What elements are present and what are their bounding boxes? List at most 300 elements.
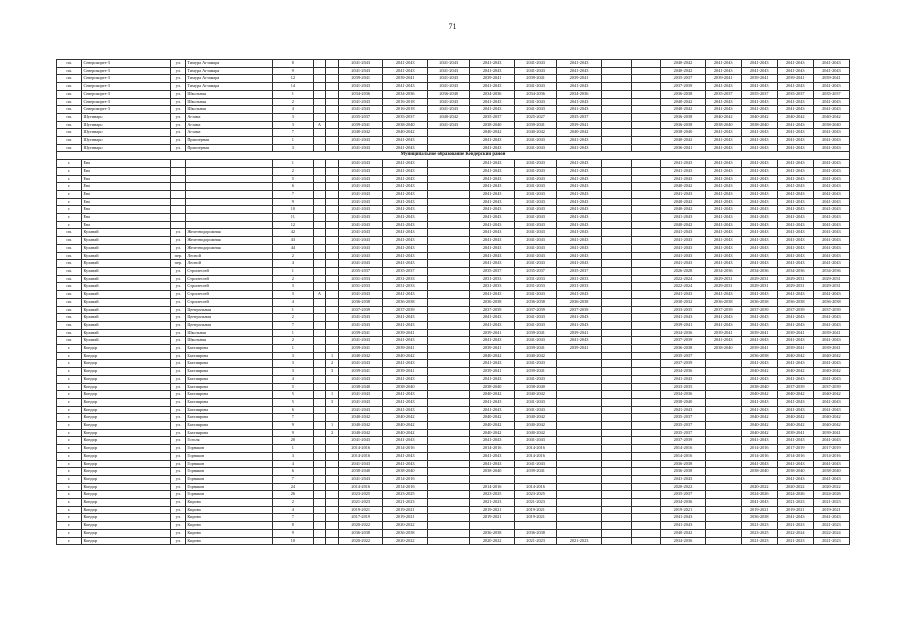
table-cell: 2041-2043 [383, 167, 428, 175]
table-cell [313, 345, 326, 353]
table-cell: ул. [171, 537, 186, 545]
table-cell [326, 506, 339, 514]
table-cell: 2041-2043 [741, 360, 777, 368]
table-cell: г. [57, 406, 82, 414]
table-cell: 2041-2043 [338, 314, 383, 322]
table-cell [427, 267, 469, 275]
table-cell: 2041-2043 [741, 106, 777, 114]
table-row [57, 183, 850, 191]
table-cell: 2035-2037 [705, 90, 741, 98]
table-cell: 2037-2039 [777, 306, 813, 314]
table-cell [186, 221, 273, 229]
table-cell [557, 391, 602, 399]
table-cell: 2021-2023 [813, 499, 849, 507]
table-cell: Строителей [186, 267, 273, 275]
table-cell: 2039-2041 [741, 75, 777, 83]
table-row [57, 67, 850, 75]
table-cell: г. [57, 214, 82, 222]
table-cell: 4 [273, 460, 313, 468]
table-cell: 2041-2043 [338, 391, 383, 399]
table-cell: 2041-2043 [514, 221, 556, 229]
table-cell [631, 275, 661, 283]
table-cell: 2038-2040 [741, 121, 777, 129]
table-cell: 2034-2036 [338, 90, 383, 98]
table-row [57, 483, 850, 491]
table-cell: 3 [273, 291, 313, 299]
table-cell: 2041-2043 [338, 475, 383, 483]
table-cell [427, 398, 469, 406]
table-cell: 2041-2043 [741, 375, 777, 383]
table-row [57, 352, 850, 360]
page-number: 71 [448, 22, 457, 31]
table-cell: Ева [82, 183, 171, 191]
table-cell: 2020-2022 [741, 483, 777, 491]
table-cell: 2041-2043 [813, 106, 849, 114]
table-cell: 2040-2042 [661, 198, 706, 206]
table-cell: Кирова [186, 537, 273, 545]
table-cell [427, 244, 469, 252]
table-cell [326, 475, 339, 483]
table-cell [326, 121, 339, 129]
table-cell: 2041-2043 [741, 260, 777, 268]
table-cell [601, 468, 631, 476]
table-cell [631, 429, 661, 437]
table-cell [326, 129, 339, 137]
table-cell: 2031-2033 [514, 275, 556, 283]
table-cell: ул. [171, 452, 186, 460]
table-cell [601, 422, 631, 430]
table-cell: ул. [171, 345, 186, 353]
table-cell [557, 360, 602, 368]
table-cell: 3 [326, 368, 339, 376]
table-cell [326, 98, 339, 106]
table-cell [601, 167, 631, 175]
table-cell [326, 345, 339, 353]
table-cell [313, 260, 326, 268]
table-cell: 2041-2043 [383, 406, 428, 414]
table-cell: 2035-2037 [470, 267, 515, 275]
table-cell [186, 160, 273, 168]
table-cell [326, 306, 339, 314]
table-cell [171, 206, 186, 214]
table-cell [631, 267, 661, 275]
table-row [57, 398, 850, 406]
table-cell [631, 306, 661, 314]
table-cell: 2041-2043 [514, 137, 556, 145]
table-cell: ул. [171, 475, 186, 483]
table-cell: Ева [82, 214, 171, 222]
table-cell [186, 206, 273, 214]
table-cell: Шугинаро [82, 144, 171, 152]
table-cell: 2041-2043 [741, 244, 777, 252]
table-cell [631, 460, 661, 468]
table-cell: 2041-2043 [470, 375, 515, 383]
table-cell: 2040-2042 [514, 414, 556, 422]
table-cell: ул. [171, 291, 186, 299]
table-cell: ул. [171, 75, 186, 83]
table-cell: 2039-2041 [514, 345, 556, 353]
table-cell: Северокорез-3 [82, 67, 171, 75]
table-row [57, 468, 850, 476]
table-cell [705, 514, 741, 522]
table-cell [427, 429, 469, 437]
table-cell [326, 375, 339, 383]
table-cell [601, 329, 631, 337]
table-cell: 2039-2041 [514, 468, 556, 476]
table-cell [427, 491, 469, 499]
table-cell [326, 214, 339, 222]
table-cell: Школьная [186, 106, 273, 114]
table-row [57, 383, 850, 391]
table-cell: Шугинаро [82, 121, 171, 129]
table-cell [427, 437, 469, 445]
table-cell: 2040-2042 [514, 352, 556, 360]
table-cell: 2039-2041 [338, 75, 383, 83]
table-cell: 2021-2023 [514, 537, 556, 545]
table-cell: Кондор [82, 522, 171, 530]
table-cell: 2036-2038 [514, 529, 556, 537]
table-cell [313, 406, 326, 414]
table-cell: 2041-2043 [741, 499, 777, 507]
table-cell: 2038-2040 [338, 383, 383, 391]
table-cell: пп. [57, 237, 82, 245]
table-cell: 2041-2043 [514, 183, 556, 191]
table-cell [326, 383, 339, 391]
table-cell: 2041-2043 [338, 260, 383, 268]
table-cell: 2041-2043 [741, 83, 777, 91]
table-cell: г. [57, 352, 82, 360]
table-cell [601, 121, 631, 129]
table-cell [631, 190, 661, 198]
table-cell [601, 383, 631, 391]
table-cell: 2022-2024 [661, 275, 706, 283]
table-cell [705, 422, 741, 430]
table-cell: 2037-2039 [557, 306, 602, 314]
table-cell: 2041-2043 [705, 252, 741, 260]
table-cell: 2031-2033 [557, 275, 602, 283]
table-cell: 2014-2016 [777, 452, 813, 460]
table-cell: пп. [57, 291, 82, 299]
table-cell: 3 [273, 144, 313, 152]
table-cell: Кондор [82, 398, 171, 406]
table-cell: 2041-2043 [383, 375, 428, 383]
table-cell [601, 244, 631, 252]
table-cell [514, 522, 556, 530]
table-cell [557, 529, 602, 537]
table-cell: 2041-2043 [813, 144, 849, 152]
table-row [57, 221, 850, 229]
table-cell: Кондор [82, 499, 171, 507]
table-cell: 3 [273, 368, 313, 376]
table-cell [186, 183, 273, 191]
table-cell: 2041-2043 [661, 291, 706, 299]
table-cell: 2 [326, 429, 339, 437]
table-cell: 2041-2043 [813, 67, 849, 75]
table-cell: 2041-2043 [661, 475, 706, 483]
table-cell [631, 452, 661, 460]
table-cell: г. [57, 360, 82, 368]
table-cell: 2041-2043 [383, 244, 428, 252]
table-cell: 2041-2043 [705, 206, 741, 214]
table-row [57, 237, 850, 245]
table-cell [313, 391, 326, 399]
table-cell: 2039-2041 [557, 121, 602, 129]
table-cell: 5 [273, 175, 313, 183]
table-cell: 2038-2040 [813, 121, 849, 129]
table-cell: пп. [57, 60, 82, 68]
table-cell: Школьная [186, 98, 273, 106]
table-cell [313, 283, 326, 291]
table-cell: Кондор [82, 506, 171, 514]
table-cell [326, 75, 339, 83]
table-cell [705, 522, 741, 530]
table-row [57, 106, 850, 114]
table-cell [313, 83, 326, 91]
table-cell: ул. [171, 60, 186, 68]
table-cell: 2041-2043 [338, 406, 383, 414]
table-cell: 2041-2043 [777, 144, 813, 152]
table-cell [705, 383, 741, 391]
table-cell [705, 483, 741, 491]
table-cell: 2041-2043 [557, 160, 602, 168]
table-row [57, 306, 850, 314]
table-cell: 2041-2043 [470, 198, 515, 206]
table-cell: 2040-2042 [470, 129, 515, 137]
table-cell: ул. [171, 83, 186, 91]
table-cell [427, 529, 469, 537]
table-row [57, 429, 850, 437]
table-cell: Бахтиярова [186, 360, 273, 368]
table-cell: 2041-2043 [777, 129, 813, 137]
table-cell [313, 252, 326, 260]
table-cell: 2031-2033 [470, 283, 515, 291]
table-cell: 2035-2037 [813, 90, 849, 98]
table-cell: 2041-2043 [741, 190, 777, 198]
table-cell [326, 298, 339, 306]
table-cell [171, 167, 186, 175]
table-cell: 2041-2043 [383, 190, 428, 198]
table-cell [601, 452, 631, 460]
table-cell [601, 229, 631, 237]
table-cell: 2041-2043 [705, 291, 741, 299]
table-cell: 2029-2031 [813, 275, 849, 283]
table-cell: 2014-2016 [383, 483, 428, 491]
table-cell [313, 422, 326, 430]
table-cell: 2041-2043 [661, 406, 706, 414]
table-cell: пп. [57, 329, 82, 337]
table-cell: 2041-2043 [470, 137, 515, 145]
table-cell: 2040-2042 [813, 352, 849, 360]
table-cell: 2041-2043 [705, 190, 741, 198]
table-cell: 2041-2043 [383, 175, 428, 183]
table-cell [313, 214, 326, 222]
table-cell: 2 [273, 275, 313, 283]
table-cell: 12 [273, 75, 313, 83]
table-cell: 2041-2043 [661, 214, 706, 222]
table-cell: 2041-2043 [705, 160, 741, 168]
table-cell: 2040-2042 [470, 422, 515, 430]
table-row [57, 514, 850, 522]
table-row [57, 321, 850, 329]
table-cell: 2041-2043 [741, 206, 777, 214]
table-cell [427, 144, 469, 152]
table-cell [326, 60, 339, 68]
table-cell [705, 506, 741, 514]
table-cell: 2041-2043 [741, 144, 777, 152]
table-cell [601, 314, 631, 322]
table-cell: 2041-2043 [813, 175, 849, 183]
table-cell [601, 175, 631, 183]
table-cell [326, 106, 339, 114]
table-cell: Кондор [82, 375, 171, 383]
table-cell: 2039-2041 [470, 75, 515, 83]
table-cell: 2040-2042 [741, 422, 777, 430]
table-cell: 2041-2043 [777, 206, 813, 214]
table-cell: пп. [57, 298, 82, 306]
table-cell: 2038-2040 [383, 468, 428, 476]
table-cell: 2039-2041 [383, 368, 428, 376]
table-cell: Кондор [82, 360, 171, 368]
table-cell: 6 [273, 183, 313, 191]
table-cell [427, 368, 469, 376]
table-cell: 2041-2043 [777, 137, 813, 145]
table-cell [601, 90, 631, 98]
table-cell [326, 460, 339, 468]
table-cell [326, 499, 339, 507]
table-cell: 2041-2043 [338, 252, 383, 260]
table-cell: г. [57, 398, 82, 406]
table-cell: 2041-2043 [741, 137, 777, 145]
table-cell: г. [57, 221, 82, 229]
table-cell: 2014-2016 [813, 452, 849, 460]
table-cell: Куланай [82, 252, 171, 260]
table-cell: 2041-2043 [514, 229, 556, 237]
table-row [57, 298, 850, 306]
table-cell: 2039-2041 [557, 329, 602, 337]
table-cell: 2 [273, 499, 313, 507]
table-cell [326, 67, 339, 75]
table-cell [631, 314, 661, 322]
table-cell: 2041-2043 [383, 398, 428, 406]
table-cell [631, 514, 661, 522]
table-cell: ул. [171, 283, 186, 291]
table-row [57, 83, 850, 91]
table-cell: 2039-2041 [338, 121, 383, 129]
table-cell [631, 329, 661, 337]
table-cell [601, 514, 631, 522]
table-cell: 2024-2026 [741, 491, 777, 499]
table-cell [601, 83, 631, 91]
table-cell [313, 298, 326, 306]
table-cell: Бахтиярова [186, 345, 273, 353]
table-cell: 2020-2022 [338, 522, 383, 530]
table-cell [186, 167, 273, 175]
table-cell [427, 129, 469, 137]
table-cell: 2029-2031 [813, 283, 849, 291]
table-cell [470, 522, 515, 530]
table-row [57, 137, 850, 145]
table-cell: 2041-2043 [813, 198, 849, 206]
table-cell: 2029-2031 [777, 275, 813, 283]
table-cell: 2041-2043 [514, 360, 556, 368]
table-cell: 2040-2042 [813, 422, 849, 430]
table-cell [326, 190, 339, 198]
table-cell: 2035-2037 [338, 267, 383, 275]
table-cell: 2014-2016 [661, 445, 706, 453]
table-cell: Куланай [82, 314, 171, 322]
table-cell [326, 329, 339, 337]
table-cell [326, 90, 339, 98]
table-cell [705, 475, 741, 483]
table-cell: 26 [273, 491, 313, 499]
table-cell: 2041-2043 [470, 452, 515, 460]
table-cell [470, 475, 515, 483]
table-cell: 2019-2021 [338, 506, 383, 514]
table-cell [313, 337, 326, 345]
table-cell [326, 337, 339, 345]
table-cell [313, 375, 326, 383]
table-cell: 2041-2043 [383, 144, 428, 152]
table-cell [313, 60, 326, 68]
table-cell: 3 [273, 283, 313, 291]
table-cell [601, 291, 631, 299]
table-cell [631, 437, 661, 445]
table-cell: пер. [171, 260, 186, 268]
table-cell [601, 129, 631, 137]
table-cell: 2039-2041 [557, 345, 602, 353]
table-cell [601, 321, 631, 329]
table-cell [557, 460, 602, 468]
table-cell: ул. [171, 391, 186, 399]
table-cell [427, 468, 469, 476]
table-row [57, 314, 850, 322]
table-cell: 2041-2043 [741, 98, 777, 106]
table-cell: г. [57, 483, 82, 491]
table-cell [601, 275, 631, 283]
table-cell: Кондор [82, 437, 171, 445]
table-cell: 2019-2021 [661, 506, 706, 514]
table-cell [705, 398, 741, 406]
table-cell: Приозерная [186, 137, 273, 145]
table-cell: 2041-2043 [470, 398, 515, 406]
table-cell: 2041-2043 [705, 198, 741, 206]
table-cell: 2035-2037 [661, 75, 706, 83]
table-cell: пп. [57, 67, 82, 75]
table-cell: 2041-2043 [338, 221, 383, 229]
table-cell: 2041-2043 [777, 183, 813, 191]
table-cell [705, 460, 741, 468]
table-cell: 2041-2043 [777, 106, 813, 114]
table-cell: 2038-2040 [705, 345, 741, 353]
table-cell: 2031-2033 [338, 283, 383, 291]
table-row [57, 121, 850, 129]
table-cell [601, 283, 631, 291]
table-cell: 2041-2043 [514, 206, 556, 214]
table-cell: 2041-2043 [338, 83, 383, 91]
table-cell: 2041-2043 [557, 198, 602, 206]
table-cell [313, 98, 326, 106]
table-cell: Ева [82, 175, 171, 183]
table-cell [313, 67, 326, 75]
table-cell: 2041-2043 [383, 183, 428, 191]
table-cell [326, 275, 339, 283]
table-cell: 2041-2043 [514, 406, 556, 414]
table-cell: ул. [171, 267, 186, 275]
table-cell [326, 437, 339, 445]
table-cell: 2041-2043 [705, 260, 741, 268]
table-cell: 2020-2022 [470, 537, 515, 545]
table-cell: 9 [273, 529, 313, 537]
